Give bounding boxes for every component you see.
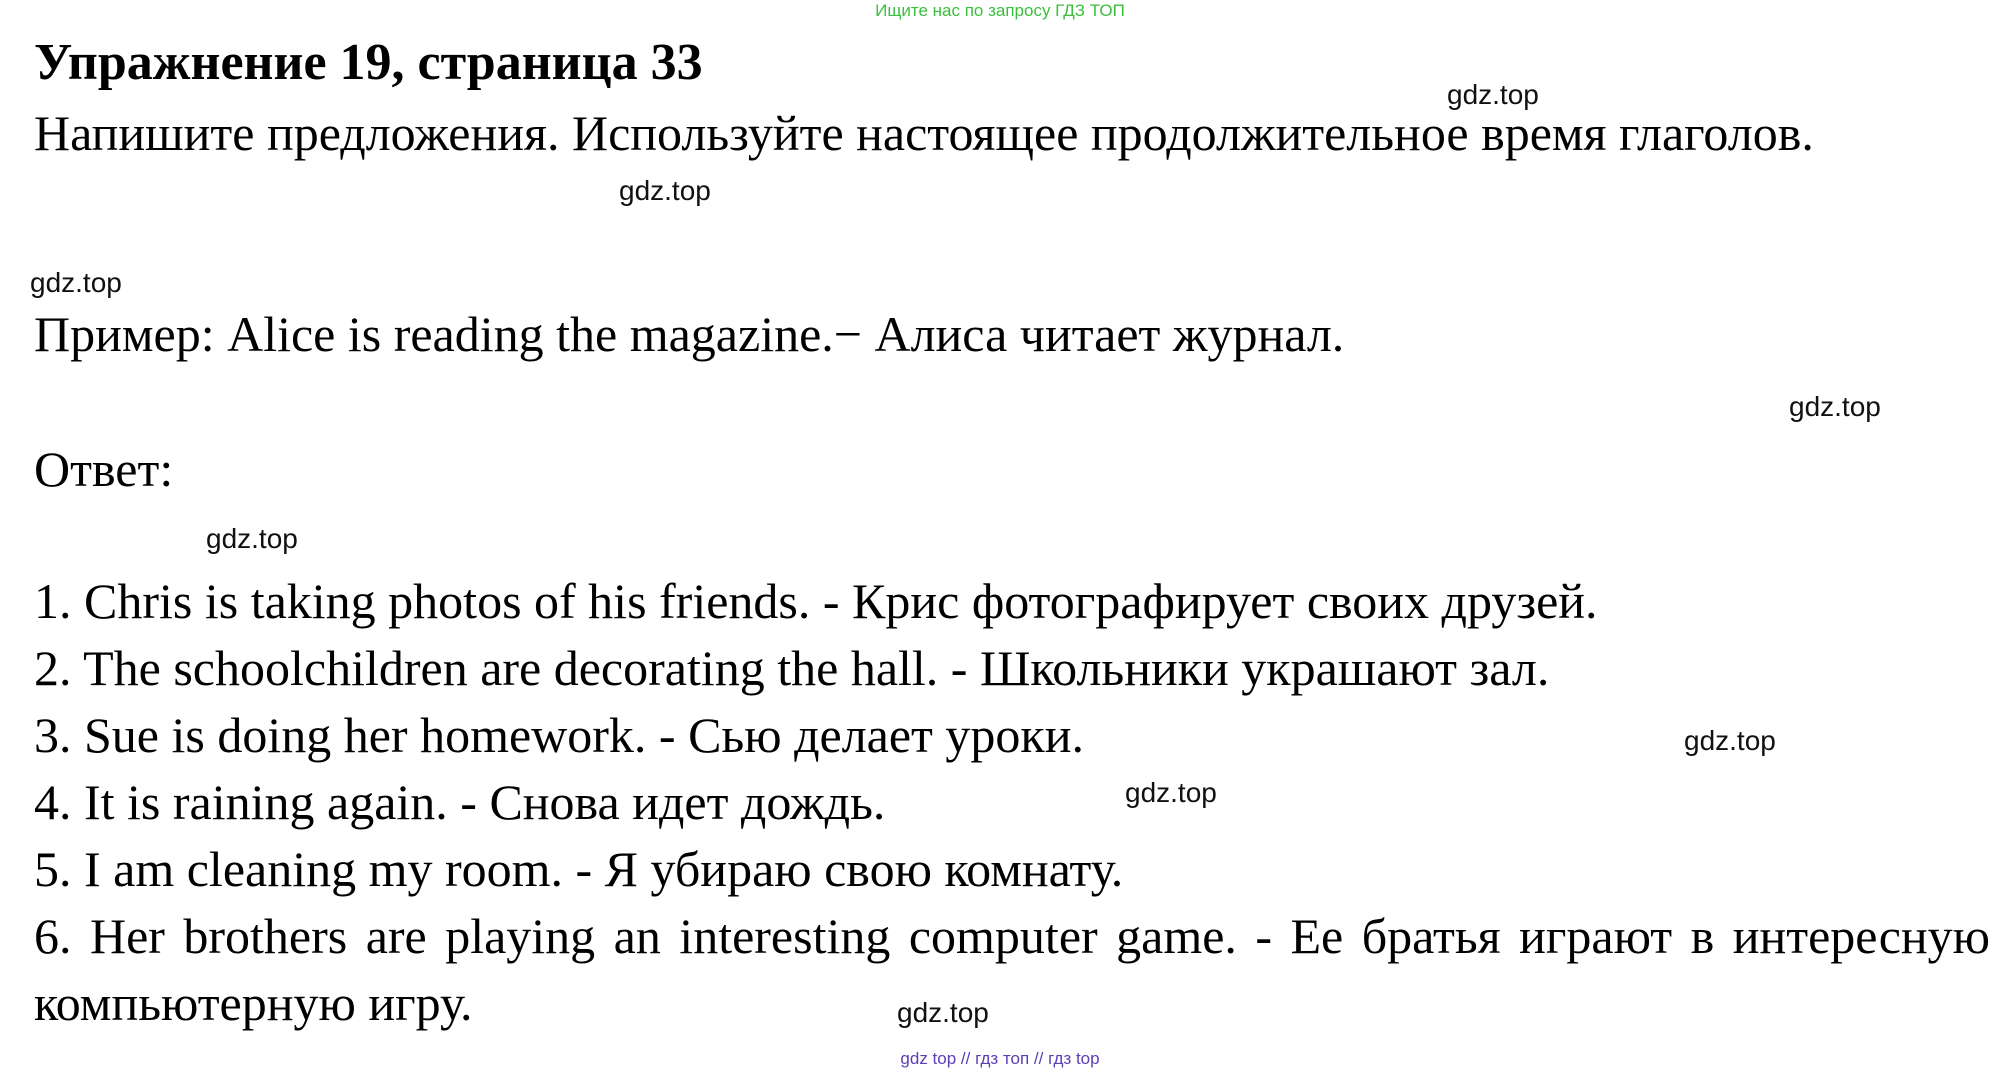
footer-watermark: gdz top // гдз топ // гдз top	[900, 1049, 1100, 1068]
answer-item-3: 3. Sue is doing her homework. - Сью делает уроки.	[34, 707, 1084, 763]
exercise-title: Упражнение 19, страница 33	[34, 34, 703, 91]
answer-item-6: 6. Her brothers are playing an interesting computer game. - Ее братья играют в интересную компьютерную игру.	[34, 908, 1990, 1031]
watermark: gdz.top	[1684, 725, 1776, 756]
watermark: gdz.top	[619, 175, 711, 206]
watermark: gdz.top	[1447, 79, 1539, 110]
answer-label: Ответ:	[34, 441, 174, 497]
watermark: gdz.top	[897, 997, 989, 1028]
answer-item-4: 4. It is raining again. - Снова идет дождь.	[34, 774, 886, 830]
watermark: gdz.top	[1789, 391, 1881, 422]
watermark: gdz.top	[206, 523, 298, 554]
exercise-instruction: Напишите предложения. Используйте настоящее продолжительное время глаголов.	[34, 105, 1814, 161]
top-banner: Ищите нас по запросу ГДЗ ТОП	[875, 1, 1125, 20]
answer-item-1: 1. Chris is taking photos of his friends. - Крис фотографирует своих друзей.	[34, 573, 1598, 629]
answer-list	[34, 568, 1990, 1037]
answer-item-5: 5. I am cleaning my room. - Я убираю свою комнату.	[34, 841, 1124, 897]
example-sentence: Пример: Alice is reading the magazine.− Алиса читает журнал.	[34, 306, 1345, 362]
watermark: gdz.top	[30, 267, 122, 298]
watermark: gdz.top	[1125, 777, 1217, 808]
answer-item-2: 2. The schoolchildren are decorating the hall. - Школьники украшают зал.	[34, 640, 1550, 696]
